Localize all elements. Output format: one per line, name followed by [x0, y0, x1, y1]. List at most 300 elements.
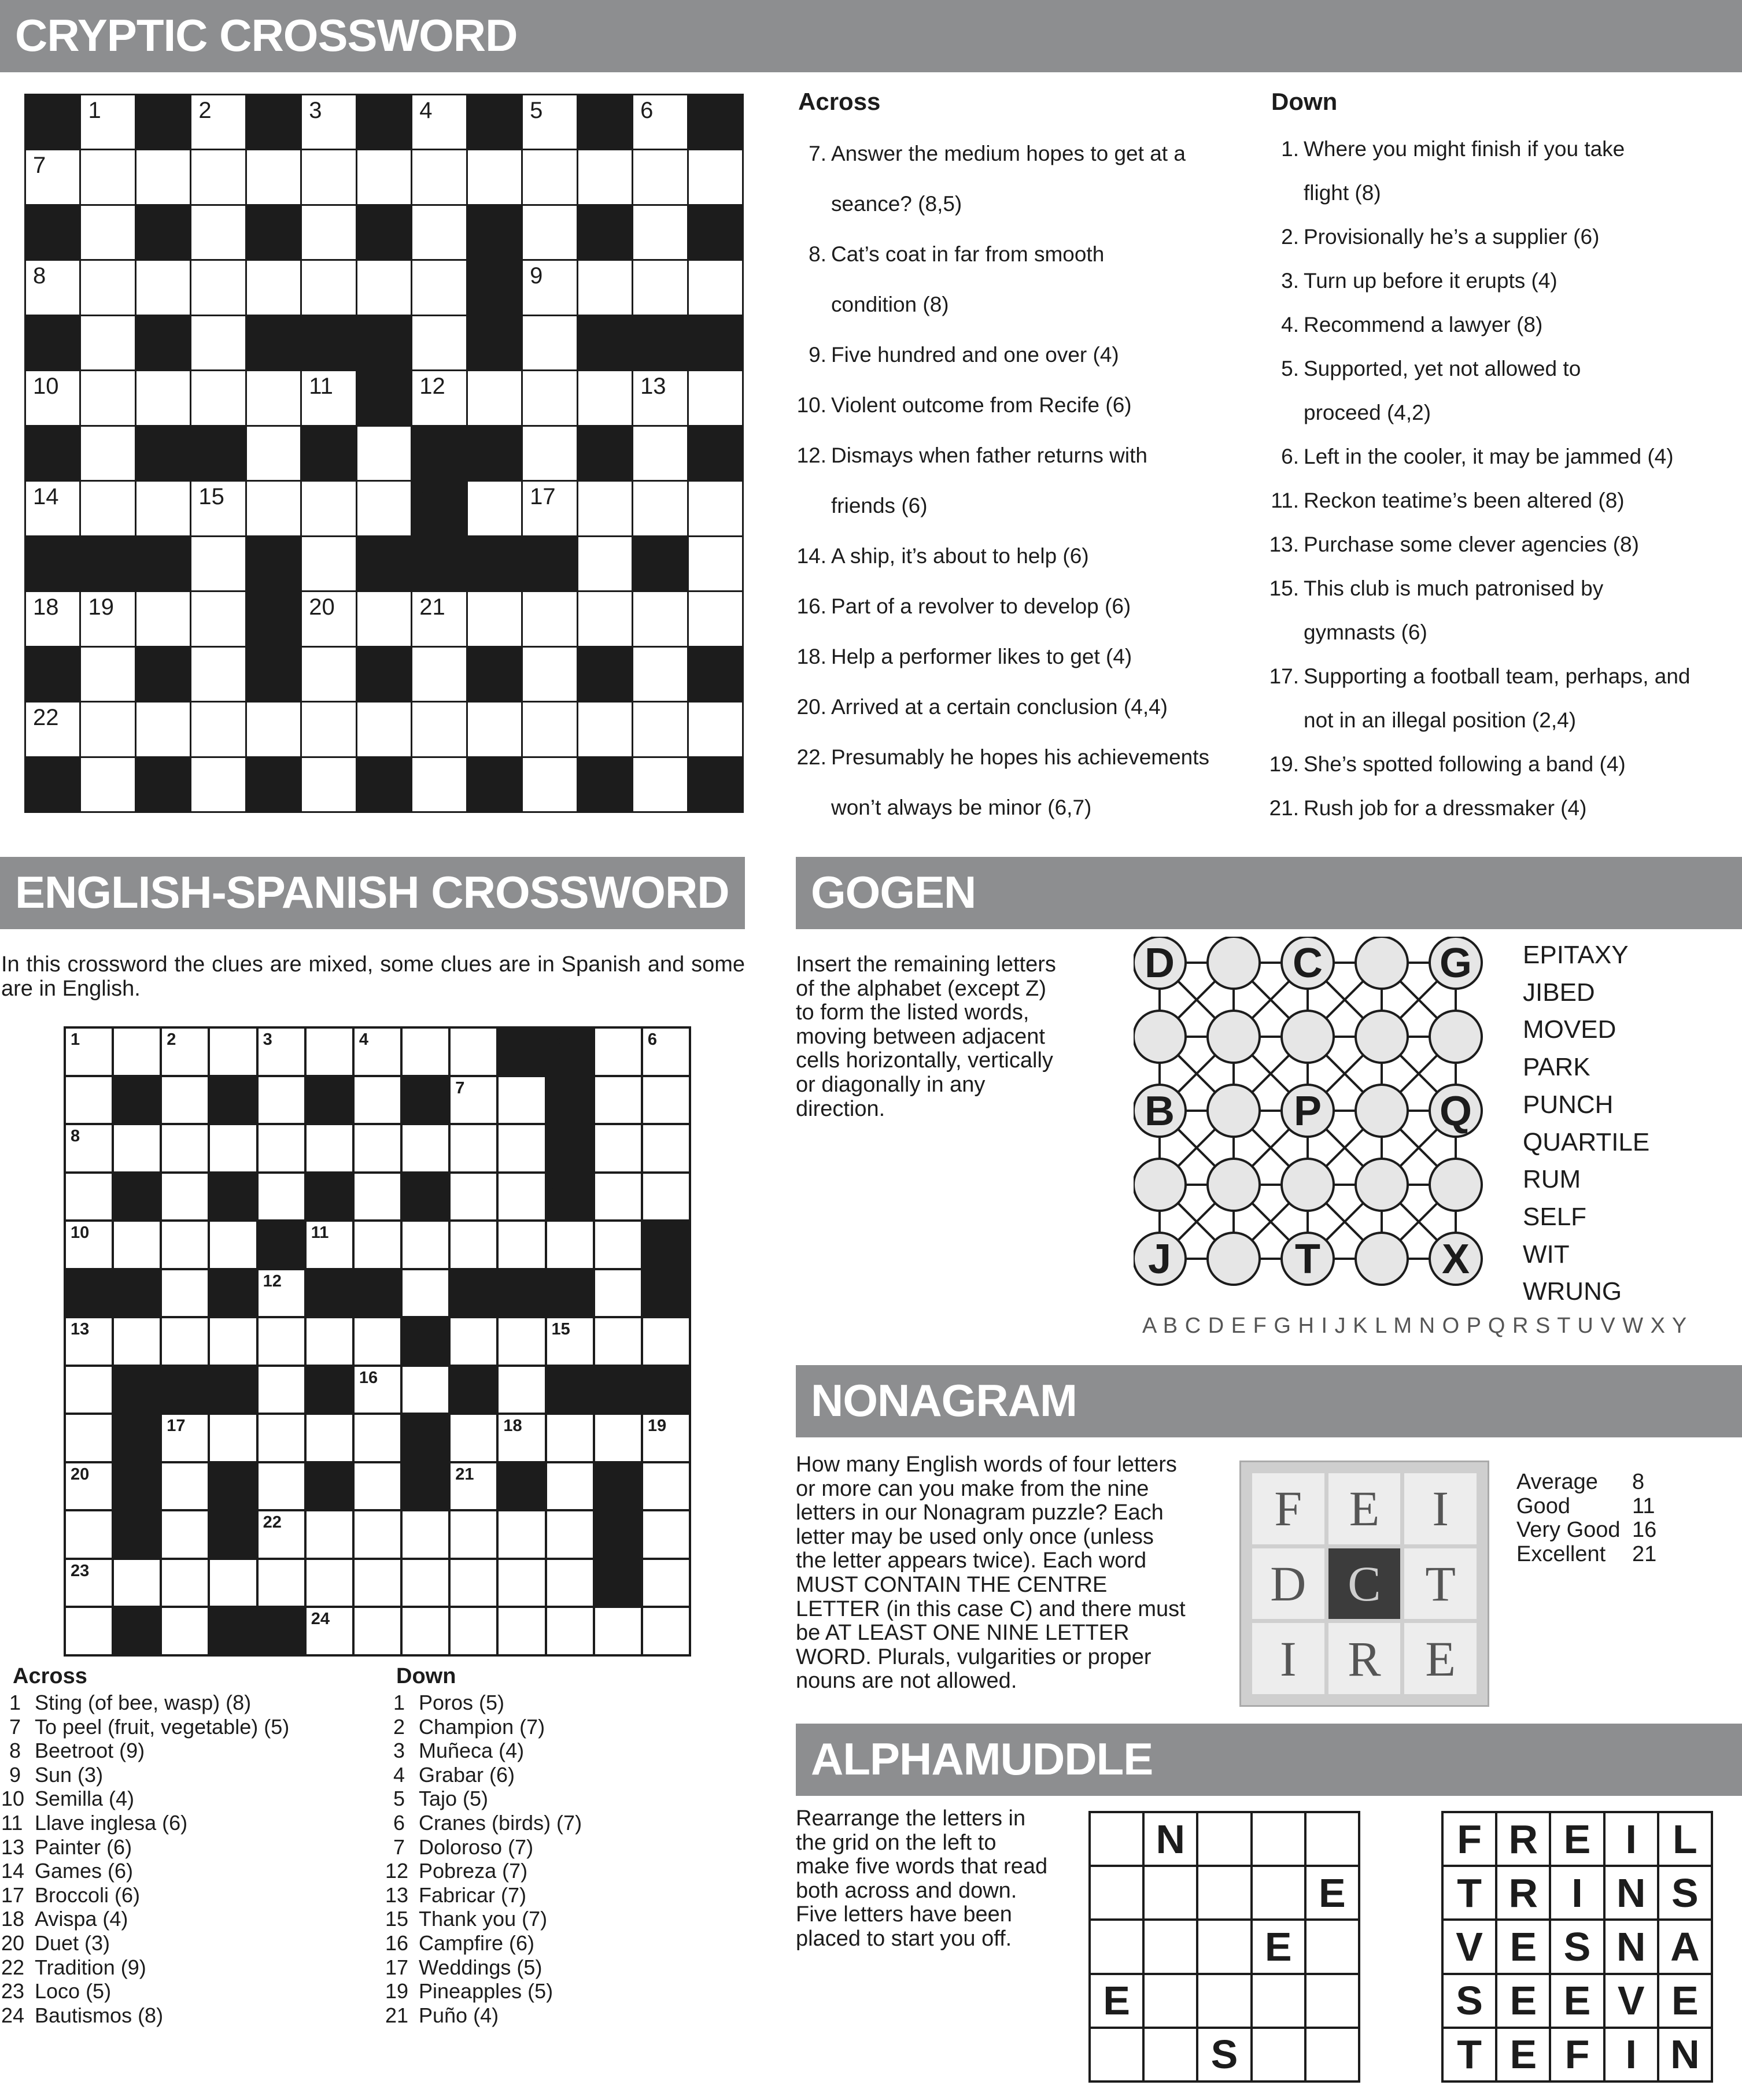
crossword-cell[interactable] — [259, 1174, 304, 1220]
crossword-cell[interactable] — [499, 1415, 544, 1461]
black-square — [643, 1367, 689, 1413]
gogen-cell[interactable] — [1430, 1159, 1482, 1211]
crossword-cell[interactable] — [66, 1367, 112, 1413]
crossword-cell[interactable] — [247, 482, 300, 535]
crossword-cell[interactable] — [136, 371, 190, 424]
crossword-cell[interactable] — [451, 1415, 496, 1461]
crossword-cell[interactable] — [355, 1077, 400, 1123]
crossword-cell[interactable] — [66, 1415, 112, 1461]
crossword-cell[interactable] — [191, 537, 245, 590]
crossword-cell[interactable] — [547, 1560, 593, 1606]
crossword-cell[interactable] — [26, 261, 79, 314]
crossword-cell[interactable] — [523, 648, 576, 701]
crossword-cell[interactable] — [136, 261, 190, 314]
crossword-cell[interactable] — [114, 1222, 160, 1268]
crossword-cell[interactable] — [451, 1077, 496, 1123]
gogen-cell[interactable] — [1208, 1085, 1260, 1137]
clue-num: 15. — [1269, 576, 1299, 600]
alphamuddle-cell[interactable] — [1306, 1975, 1358, 2027]
crossword-cell[interactable] — [523, 206, 576, 259]
crossword-cell[interactable] — [259, 1318, 304, 1365]
crossword-cell[interactable] — [633, 592, 687, 645]
crossword-cell[interactable] — [162, 1463, 208, 1510]
gogen-cell[interactable] — [1356, 937, 1408, 989]
crossword-cell[interactable] — [523, 482, 576, 535]
crossword-cell[interactable] — [633, 206, 687, 259]
crossword-cell[interactable] — [523, 316, 576, 369]
crossword-cell[interactable] — [643, 1077, 689, 1123]
crossword-cell[interactable] — [595, 1270, 641, 1317]
crossword-cell[interactable] — [633, 261, 687, 314]
crossword-cell[interactable] — [595, 1222, 641, 1268]
crossword-cell[interactable] — [259, 1415, 304, 1461]
crossword-cell[interactable] — [403, 1367, 448, 1413]
alphamuddle-cell[interactable] — [1198, 1813, 1250, 1865]
crossword-cell[interactable] — [191, 648, 245, 701]
crossword-cell[interactable] — [81, 150, 134, 204]
crossword-cell[interactable] — [451, 1125, 496, 1171]
crossword-cell[interactable] — [355, 1029, 400, 1075]
crossword-cell[interactable] — [403, 1511, 448, 1558]
crossword-cell[interactable] — [259, 1367, 304, 1413]
crossword-cell[interactable] — [355, 1125, 400, 1171]
gogen-cell[interactable] — [1356, 1011, 1408, 1063]
crossword-cell[interactable] — [403, 1125, 448, 1171]
alphamuddle-cell[interactable] — [1198, 1975, 1250, 2027]
crossword-cell[interactable] — [499, 1318, 544, 1365]
crossword-cell[interactable] — [451, 1318, 496, 1365]
crossword-cell[interactable] — [523, 261, 576, 314]
gogen-cell[interactable] — [1356, 1233, 1408, 1285]
crossword-cell[interactable] — [191, 316, 245, 369]
crossword-cell[interactable] — [307, 1511, 352, 1558]
crossword-cell[interactable] — [403, 1029, 448, 1075]
black-square — [136, 316, 190, 369]
crossword-cell[interactable] — [162, 1270, 208, 1317]
alphamuddle-puzzle-grid[interactable] — [1088, 1811, 1360, 2083]
crossword-cell[interactable] — [451, 1222, 496, 1268]
gogen-cell[interactable] — [1208, 937, 1260, 989]
crossword-cell[interactable] — [451, 1029, 496, 1075]
crossword-cell[interactable] — [81, 371, 134, 424]
crossword-cell[interactable] — [210, 1560, 256, 1606]
crossword-cell[interactable] — [81, 206, 134, 259]
crossword-cell[interactable] — [578, 592, 632, 645]
crossword-cell[interactable] — [357, 592, 411, 645]
crossword-cell[interactable] — [114, 1318, 160, 1365]
crossword-cell[interactable] — [302, 537, 355, 590]
crossword-cell[interactable] — [114, 1560, 160, 1606]
crossword-cell[interactable] — [523, 371, 576, 424]
crossword-cell[interactable] — [191, 758, 245, 811]
crossword-cell[interactable] — [26, 371, 79, 424]
crossword-cell[interactable] — [302, 482, 355, 535]
crossword-cell[interactable] — [247, 371, 300, 424]
crossword-cell[interactable] — [412, 648, 466, 701]
nonagram-letter: E — [1328, 1473, 1401, 1544]
crossword-cell[interactable] — [357, 482, 411, 535]
crossword-cell[interactable] — [355, 1367, 400, 1413]
nonagram-letter: I — [1252, 1623, 1324, 1694]
crossword-cell[interactable] — [523, 427, 576, 480]
crossword-cell[interactable] — [547, 1511, 593, 1558]
crossword-cell[interactable] — [689, 703, 742, 756]
crossword-cell[interactable] — [499, 1367, 544, 1413]
crossword-cell[interactable] — [643, 1125, 689, 1171]
crossword-cell[interactable] — [162, 1511, 208, 1558]
crossword-cell[interactable] — [523, 592, 576, 645]
crossword-cell[interactable] — [307, 1318, 352, 1365]
crossword-cell[interactable] — [355, 1415, 400, 1461]
crossword-cell[interactable] — [451, 1608, 496, 1654]
cryptic-grid[interactable] — [24, 94, 744, 813]
gogen-cell[interactable] — [1134, 1159, 1186, 1211]
crossword-cell[interactable] — [633, 427, 687, 480]
crossword-cell[interactable] — [210, 1318, 256, 1365]
crossword-cell[interactable] — [595, 1608, 641, 1654]
crossword-cell[interactable] — [191, 95, 245, 149]
crossword-cell[interactable] — [403, 1222, 448, 1268]
crossword-cell[interactable] — [136, 703, 190, 756]
crossword-cell[interactable] — [468, 482, 521, 535]
crossword-cell[interactable] — [307, 1608, 352, 1654]
crossword-cell[interactable] — [247, 150, 300, 204]
clue-num: 22 — [1, 1955, 25, 1979]
crossword-cell[interactable] — [259, 1077, 304, 1123]
crossword-cell[interactable] — [247, 261, 300, 314]
crossword-cell[interactable] — [547, 1222, 593, 1268]
alphamuddle-cell[interactable]: S — [1198, 2029, 1250, 2080]
crossword-cell[interactable] — [412, 150, 466, 204]
alphamuddle-cell[interactable] — [1198, 1921, 1250, 1972]
gogen-cell[interactable] — [1208, 1159, 1260, 1211]
crossword-cell[interactable] — [595, 1174, 641, 1220]
crossword-cell[interactable] — [162, 1222, 208, 1268]
crossword-cell[interactable] — [412, 758, 466, 811]
clue-item — [1, 1979, 383, 2003]
crossword-cell[interactable] — [412, 703, 466, 756]
alphamuddle-cell[interactable] — [1253, 1813, 1304, 1865]
alphamuddle-cell[interactable] — [1091, 2029, 1142, 2080]
alphamuddle-cell[interactable] — [1145, 2029, 1196, 2080]
crossword-cell[interactable] — [689, 592, 742, 645]
crossword-cell[interactable] — [412, 95, 466, 149]
crossword-cell[interactable] — [259, 1463, 304, 1510]
crossword-cell[interactable] — [259, 1511, 304, 1558]
crossword-cell[interactable] — [81, 482, 134, 535]
alphamuddle-letter: E — [1497, 1975, 1549, 2027]
crossword-cell[interactable] — [355, 1463, 400, 1510]
crossword-cell[interactable] — [259, 1560, 304, 1606]
crossword-cell[interactable] — [162, 1029, 208, 1075]
crossword-cell[interactable] — [451, 1511, 496, 1558]
crossword-cell[interactable] — [499, 1125, 544, 1171]
crossword-cell[interactable] — [578, 703, 632, 756]
crossword-cell[interactable] — [357, 427, 411, 480]
crossword-cell[interactable] — [191, 261, 245, 314]
gogen-cell[interactable] — [1282, 1011, 1334, 1063]
crossword-cell[interactable] — [355, 1174, 400, 1220]
crossword-cell[interactable] — [499, 1511, 544, 1558]
crossword-cell[interactable] — [633, 482, 687, 535]
alphamuddle-cell[interactable] — [1091, 1813, 1142, 1865]
alphamuddle-cell[interactable] — [1253, 1975, 1304, 2027]
crossword-cell[interactable] — [451, 1174, 496, 1220]
crossword-cell[interactable] — [302, 261, 355, 314]
crossword-cell[interactable] — [499, 1222, 544, 1268]
clue-text: Thank you (7) — [419, 1907, 548, 1931]
crossword-cell[interactable] — [259, 1270, 304, 1317]
crossword-cell[interactable] — [403, 1608, 448, 1654]
crossword-cell[interactable] — [578, 261, 632, 314]
crossword-cell[interactable] — [595, 1077, 641, 1123]
crossword-cell[interactable] — [81, 427, 134, 480]
crossword-cell[interactable] — [355, 1608, 400, 1654]
crossword-cell[interactable] — [162, 1318, 208, 1365]
crossword-cell[interactable] — [595, 1415, 641, 1461]
crossword-cell[interactable] — [136, 150, 190, 204]
clue-number: 4 — [419, 98, 433, 123]
crossword-cell[interactable] — [643, 1608, 689, 1654]
crossword-cell[interactable] — [357, 703, 411, 756]
crossword-cell[interactable] — [307, 1560, 352, 1606]
alphamuddle-cell[interactable] — [1198, 1867, 1250, 1918]
crossword-cell[interactable] — [355, 1560, 400, 1606]
crossword-cell[interactable] — [259, 1125, 304, 1171]
crossword-cell[interactable] — [412, 206, 466, 259]
crossword-cell[interactable] — [643, 1174, 689, 1220]
crossword-cell[interactable] — [162, 1415, 208, 1461]
gogen-cell[interactable] — [1208, 1233, 1260, 1285]
crossword-cell[interactable] — [307, 1029, 352, 1075]
crossword-cell[interactable] — [689, 371, 742, 424]
clue-text: A ship, it’s about to help (6) — [831, 544, 1089, 568]
clue-item — [1268, 567, 1730, 611]
crossword-cell[interactable] — [66, 1608, 112, 1654]
crossword-cell[interactable] — [114, 1125, 160, 1171]
crossword-cell[interactable] — [66, 1125, 112, 1171]
gogen-cell[interactable] — [1430, 1011, 1482, 1063]
crossword-cell[interactable] — [633, 150, 687, 204]
crossword-cell[interactable] — [578, 537, 632, 590]
crossword-cell[interactable] — [81, 758, 134, 811]
crossword-cell[interactable] — [81, 95, 134, 149]
crossword-cell[interactable] — [247, 703, 300, 756]
crossword-cell[interactable] — [643, 1463, 689, 1510]
crossword-cell[interactable] — [643, 1560, 689, 1606]
crossword-cell[interactable] — [191, 592, 245, 645]
alphamuddle-cell[interactable] — [1091, 1867, 1142, 1918]
crossword-cell[interactable] — [66, 1029, 112, 1075]
crossword-cell[interactable] — [302, 371, 355, 424]
crossword-cell[interactable] — [26, 592, 79, 645]
crossword-cell[interactable] — [302, 592, 355, 645]
crossword-cell[interactable] — [162, 1077, 208, 1123]
crossword-cell[interactable] — [499, 1608, 544, 1654]
crossword-cell[interactable] — [191, 206, 245, 259]
crossword-cell[interactable] — [302, 648, 355, 701]
crossword-cell[interactable] — [412, 261, 466, 314]
crossword-cell[interactable] — [355, 1511, 400, 1558]
crossword-cell[interactable] — [81, 261, 134, 314]
gogen-cell[interactable] — [1356, 1085, 1408, 1137]
alphamuddle-cell[interactable] — [1145, 1867, 1196, 1918]
crossword-cell[interactable] — [81, 703, 134, 756]
crossword-cell[interactable] — [595, 1125, 641, 1171]
crossword-cell[interactable] — [210, 1415, 256, 1461]
crossword-cell[interactable] — [210, 1125, 256, 1171]
crossword-cell[interactable] — [578, 150, 632, 204]
crossword-cell[interactable] — [468, 150, 521, 204]
crossword-cell[interactable] — [210, 1029, 256, 1075]
crossword-cell[interactable] — [689, 537, 742, 590]
gogen-letter: B — [1145, 1088, 1175, 1134]
crossword-cell[interactable] — [26, 703, 79, 756]
crossword-cell[interactable] — [114, 1029, 160, 1075]
crossword-cell[interactable] — [66, 1511, 112, 1558]
crossword-cell[interactable] — [523, 703, 576, 756]
clue-text: friends (6) — [831, 494, 928, 517]
gogen-cell[interactable] — [1356, 1159, 1408, 1211]
alphamuddle-cell[interactable] — [1306, 1921, 1358, 1972]
crossword-cell[interactable] — [307, 1222, 352, 1268]
crossword-cell[interactable] — [302, 758, 355, 811]
crossword-cell[interactable] — [302, 150, 355, 204]
crossword-cell[interactable] — [412, 592, 466, 645]
crossword-cell[interactable] — [547, 1608, 593, 1654]
crossword-cell[interactable] — [355, 1222, 400, 1268]
crossword-cell[interactable] — [302, 703, 355, 756]
english-spanish-grid[interactable] — [64, 1026, 691, 1657]
crossword-cell[interactable] — [547, 1318, 593, 1365]
clue-number: 2 — [167, 1030, 176, 1049]
alphamuddle-letter: E — [1497, 1921, 1549, 1972]
crossword-cell[interactable] — [468, 592, 521, 645]
gogen-cell[interactable] — [1208, 1011, 1260, 1063]
crossword-cell[interactable] — [578, 371, 632, 424]
crossword-cell[interactable] — [468, 703, 521, 756]
crossword-cell[interactable] — [81, 592, 134, 645]
alphamuddle-cell[interactable] — [1091, 1921, 1142, 1972]
gogen-letter: P — [1293, 1088, 1322, 1134]
alphamuddle-cell[interactable]: N — [1145, 1813, 1196, 1865]
crossword-cell[interactable] — [66, 1077, 112, 1123]
crossword-cell[interactable] — [191, 482, 245, 535]
crossword-cell[interactable] — [499, 1560, 544, 1606]
alphamuddle-cell[interactable]: E — [1091, 1975, 1142, 2027]
crossword-cell[interactable] — [357, 261, 411, 314]
crossword-cell[interactable] — [162, 1560, 208, 1606]
alphamuddle-cell[interactable] — [1253, 2029, 1304, 2080]
crossword-cell[interactable] — [578, 482, 632, 535]
clue-text: Cat’s coat in far from smooth — [831, 242, 1105, 266]
alphamuddle-cell[interactable] — [1306, 1813, 1358, 1865]
crossword-cell[interactable] — [633, 648, 687, 701]
crossword-cell[interactable] — [355, 1318, 400, 1365]
crossword-cell[interactable] — [136, 482, 190, 535]
crossword-cell[interactable] — [451, 1463, 496, 1510]
crossword-cell[interactable] — [307, 1125, 352, 1171]
alphamuddle-cell[interactable] — [1145, 1921, 1196, 1972]
black-square — [451, 1270, 496, 1317]
crossword-cell[interactable] — [412, 316, 466, 369]
crossword-cell[interactable] — [643, 1511, 689, 1558]
crossword-cell[interactable] — [302, 206, 355, 259]
crossword-cell[interactable] — [499, 1077, 544, 1123]
crossword-cell[interactable] — [66, 1318, 112, 1365]
crossword-cell[interactable] — [643, 1415, 689, 1461]
crossword-cell[interactable] — [547, 1415, 593, 1461]
crossword-cell[interactable] — [633, 95, 687, 149]
crossword-cell[interactable] — [523, 150, 576, 204]
alphamuddle-cell[interactable] — [1306, 2029, 1358, 2080]
crossword-cell[interactable] — [191, 703, 245, 756]
crossword-cell[interactable] — [523, 758, 576, 811]
crossword-cell[interactable] — [81, 316, 134, 369]
crossword-cell[interactable] — [191, 371, 245, 424]
alphamuddle-letter: S — [1659, 1867, 1711, 1918]
alphamuddle-cell[interactable]: E — [1253, 1921, 1304, 1972]
crossword-cell[interactable] — [595, 1029, 641, 1075]
crossword-cell[interactable] — [66, 1560, 112, 1606]
alphamuddle-cell[interactable]: E — [1306, 1867, 1358, 1918]
crossword-cell[interactable] — [26, 150, 79, 204]
crossword-cell[interactable] — [162, 1125, 208, 1171]
crossword-cell[interactable] — [468, 371, 521, 424]
crossword-cell[interactable] — [162, 1608, 208, 1654]
crossword-cell[interactable] — [633, 703, 687, 756]
crossword-cell[interactable] — [136, 592, 190, 645]
crossword-cell[interactable] — [643, 1029, 689, 1075]
crossword-cell[interactable] — [412, 371, 466, 424]
crossword-cell[interactable] — [66, 1174, 112, 1220]
crossword-cell[interactable] — [191, 150, 245, 204]
gogen-letter: J — [1147, 1236, 1172, 1282]
crossword-cell[interactable] — [689, 482, 742, 535]
crossword-cell[interactable] — [689, 150, 742, 204]
crossword-cell[interactable] — [547, 1463, 593, 1510]
crossword-cell[interactable] — [66, 1463, 112, 1510]
crossword-cell[interactable] — [259, 1029, 304, 1075]
crossword-cell[interactable] — [26, 482, 79, 535]
crossword-cell[interactable] — [451, 1560, 496, 1606]
crossword-cell[interactable] — [302, 95, 355, 149]
crossword-cell[interactable] — [307, 1415, 352, 1461]
alphamuddle-cell[interactable] — [1253, 1867, 1304, 1918]
crossword-cell[interactable] — [643, 1318, 689, 1365]
crossword-cell[interactable] — [689, 261, 742, 314]
black-square — [136, 648, 190, 701]
alphamuddle-cell[interactable] — [1145, 1975, 1196, 2027]
crossword-cell[interactable] — [403, 1560, 448, 1606]
gogen-cell[interactable] — [1134, 1011, 1186, 1063]
crossword-cell[interactable] — [210, 1222, 256, 1268]
crossword-cell[interactable] — [403, 1270, 448, 1317]
crossword-cell[interactable] — [247, 427, 300, 480]
crossword-cell[interactable] — [523, 95, 576, 149]
crossword-cell[interactable] — [633, 371, 687, 424]
crossword-cell[interactable] — [499, 1174, 544, 1220]
crossword-cell[interactable] — [81, 648, 134, 701]
crossword-cell[interactable] — [357, 150, 411, 204]
gogen-cell[interactable] — [1282, 1159, 1334, 1211]
crossword-cell[interactable] — [595, 1318, 641, 1365]
crossword-cell[interactable] — [162, 1174, 208, 1220]
clue-item — [385, 1955, 778, 1980]
crossword-cell[interactable] — [66, 1222, 112, 1268]
crossword-cell[interactable] — [633, 758, 687, 811]
gogen-grid[interactable] — [1134, 937, 1510, 1312]
